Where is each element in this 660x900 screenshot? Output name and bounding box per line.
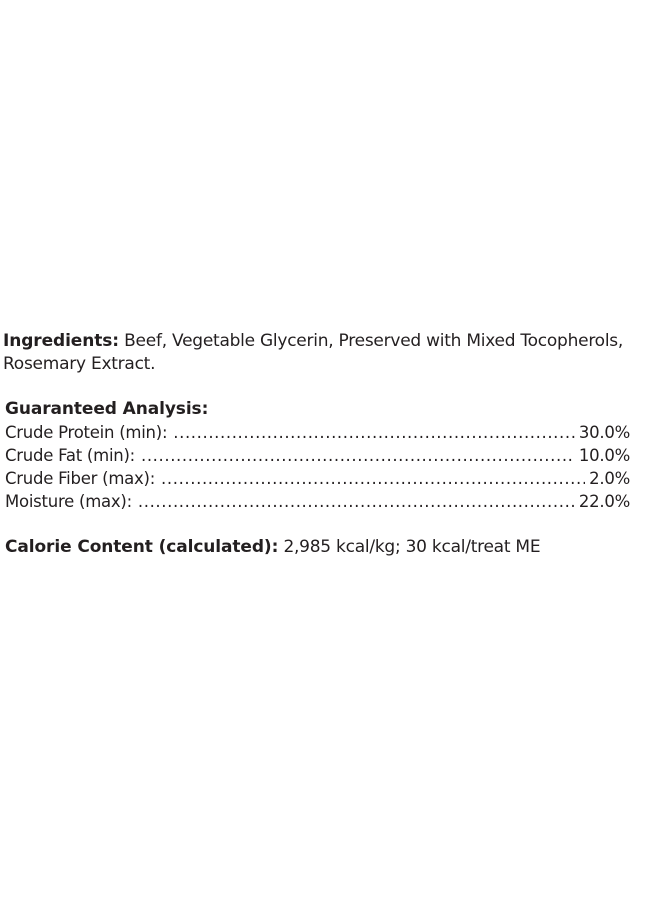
analysis-row-crude-protein: [5, 421, 630, 444]
dot-leader: [141, 444, 575, 467]
analysis-row-moisture: [5, 490, 630, 513]
analysis-row-value: 22.0%: [578, 492, 630, 511]
analysis-row-value: 10.0%: [578, 446, 630, 465]
calorie-content-text: 2,985 kcal/kg; 30 kcal/treat ME: [283, 537, 541, 557]
analysis-row-name: Crude Fiber (max):: [5, 469, 156, 488]
analysis-row-value: 30.0%: [578, 423, 630, 442]
ingredients-text: Beef, Vegetable Glycerin, Preserved with Mixed Tocopherols, Rosemary Extract.: [3, 331, 624, 374]
analysis-row-crude-fiber: [5, 467, 630, 490]
dot-leader: [173, 421, 575, 444]
calorie-content-section: [5, 536, 655, 559]
guaranteed-analysis-section: [5, 398, 630, 513]
dot-leader: [161, 467, 585, 490]
guaranteed-analysis-heading: Guaranteed Analysis:: [5, 399, 209, 419]
analysis-row-crude-fat: [5, 444, 630, 467]
calorie-content-heading: Calorie Content (calculated):: [5, 537, 279, 557]
analysis-row-name: Crude Fat (min):: [5, 446, 135, 465]
ingredients-section: [3, 330, 658, 376]
ingredients-heading: Ingredients:: [3, 331, 119, 351]
analysis-row-name: Moisture (max):: [5, 492, 132, 511]
dot-leader: [138, 490, 575, 513]
analysis-row-value: 2.0%: [589, 469, 630, 488]
analysis-row-name: Crude Protein (min):: [5, 423, 168, 442]
